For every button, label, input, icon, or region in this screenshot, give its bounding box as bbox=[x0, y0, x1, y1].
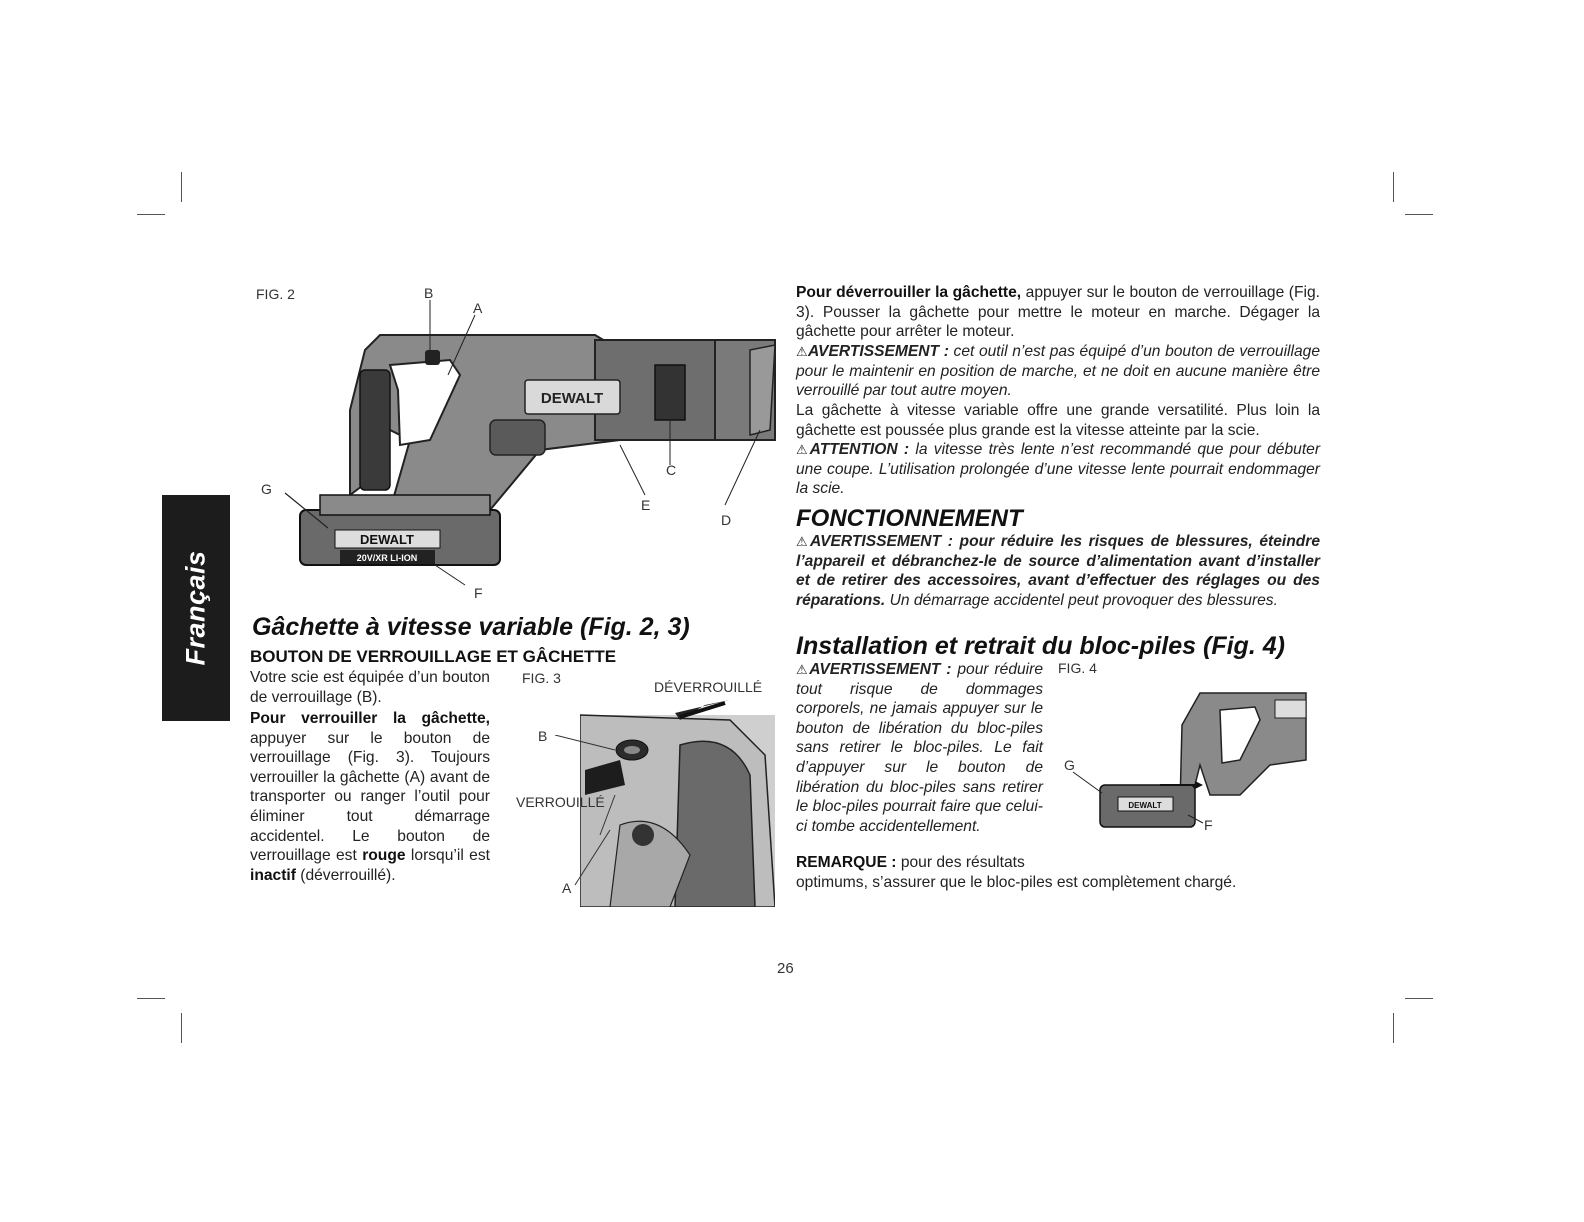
gachette-p2-b: lorsqu’il est bbox=[405, 847, 490, 865]
fig3-leader-lines bbox=[540, 735, 650, 895]
fonctionnement-warning bbox=[796, 532, 1320, 610]
language-tab-label: Français bbox=[180, 550, 211, 666]
fig4-callout-g: G bbox=[1064, 757, 1075, 773]
gachette-p2-c: (déverrouillé). bbox=[295, 866, 396, 884]
gachette-p2-rouge: rouge bbox=[362, 847, 406, 865]
fig2-callout-f: F bbox=[474, 585, 483, 601]
remarque-line-1 bbox=[796, 853, 1056, 873]
installation-warning bbox=[796, 660, 1043, 836]
gachette-p2-inactif: inactif bbox=[250, 866, 296, 884]
attention-note bbox=[796, 440, 1320, 499]
installation-warning-text: pour réduire tout risque de dommages corporels, ne jamais appuyer sur le bouton de libération du bloc-piles sans retirer le bloc-piles. Le fait d’appuyer sur le bouton de libération du bloc-piles sans retirer le bloc-piles pourrait faire que celui-ci tombe accidentellement. bbox=[796, 661, 1044, 835]
fig2-brand: DEWALT bbox=[540, 390, 604, 407]
fig2-callout-e: E bbox=[641, 497, 651, 513]
deverrouiller-paragraph bbox=[796, 283, 1320, 342]
crop-mark bbox=[1405, 998, 1433, 999]
fig3-label: FIG. 3 bbox=[522, 670, 561, 686]
warning-1-label: AVERTISSEMENT : bbox=[807, 343, 949, 360]
warning-1 bbox=[796, 342, 1320, 401]
fig3-verrouille: VERROUILLÉ bbox=[516, 794, 605, 810]
fig2-callout-g: G bbox=[261, 481, 272, 497]
fig4-battery-brand: DEWALT bbox=[1128, 801, 1162, 810]
fig2-battery-brand: DEWALT bbox=[360, 532, 414, 547]
warning-icon: ⚠ bbox=[796, 442, 810, 457]
remarque-text-a: pour des résultats bbox=[896, 854, 1025, 871]
gachette-p2-bold: Pour verrouiller la gâchette, bbox=[250, 710, 490, 727]
section-title-gachette: Gâchette à vitesse variable (Fig. 2, 3) bbox=[252, 613, 690, 641]
section-title-fonctionnement: FONCTIONNEMENT bbox=[796, 505, 1023, 532]
remarque-label: REMARQUE : bbox=[796, 854, 897, 871]
fig2-battery-text: 20V/XR LI-ION bbox=[356, 553, 418, 563]
attention-label: ATTENTION : bbox=[809, 441, 910, 458]
fig2-illustration bbox=[250, 280, 790, 610]
gachette-paragraph-1 bbox=[250, 668, 490, 707]
language-tab bbox=[162, 495, 230, 721]
fig2-label: FIG. 2 bbox=[256, 286, 295, 302]
crop-mark bbox=[181, 172, 182, 202]
fig3-deverrouille: DÉVERROUILLÉ bbox=[654, 679, 763, 695]
section-title-installation: Installation et retrait du bloc-piles (Fig. 4) bbox=[796, 632, 1285, 660]
fig2-callout-a: A bbox=[473, 300, 483, 316]
remarque-line-2 bbox=[796, 873, 1320, 893]
fig2-callout-b: B bbox=[424, 285, 434, 301]
crop-mark bbox=[137, 998, 165, 999]
vitesse-text: La gâchette à vitesse variable offre une grande versatilité. Plus loin la gâchette est poussée plus grande est la vitesse atteinte par la scie. bbox=[796, 402, 1320, 439]
crop-mark bbox=[137, 214, 165, 215]
fig2-callout-d: D bbox=[721, 512, 732, 528]
warning-1-text: cet outil n’est pas équipé d’un bouton de verrouillage pour le maintenir en position de marche, et ne doit en aucune manière être verrouillé par tout autre moyen. bbox=[796, 343, 1320, 400]
page-number: 26 bbox=[777, 960, 794, 977]
fig4-label: FIG. 4 bbox=[1058, 660, 1097, 676]
attention-text: la vitesse très lente n’est recommandé que pour débuter une coupe. L’utilisation prolongée d’une vitesse lente pourrait endommager la scie. bbox=[796, 441, 1321, 498]
fonctionnement-warning-text: Un démarrage accidentel peut provoquer des blessures. bbox=[885, 591, 1278, 609]
gachette-p1-text: Votre scie est équipée d’un bouton de verrouillage (B). bbox=[250, 669, 490, 706]
installation-warning-label: AVERTISSEMENT : bbox=[809, 661, 952, 678]
section-subtitle-bouton: BOUTON DE VERROUILLAGE ET GÂCHETTE bbox=[250, 647, 617, 666]
gachette-p2-a: appuyer sur le bouton de verrouillage (Fig. 3). Toujours verrouiller la gâchette (A) avant de transporter ou ranger l’outil pour éliminer tout démarrage accidentel. Le bouton de verrouillage est bbox=[250, 729, 490, 865]
fig2-callout-c: C bbox=[666, 462, 677, 478]
vitesse-paragraph bbox=[796, 401, 1320, 440]
crop-mark bbox=[1405, 214, 1433, 215]
crop-mark bbox=[181, 1013, 182, 1043]
warning-icon: ⚠ bbox=[796, 344, 808, 359]
crop-mark bbox=[1393, 172, 1394, 202]
warning-icon: ⚠ bbox=[796, 534, 810, 549]
crop-mark bbox=[1393, 1013, 1394, 1043]
fonctionnement-warning-bold: AVERTISSEMENT : pour réduire les risques de blessures, éteindre l’appareil et débranchez-le de source d’alimentation avant d’installer et de retirer des accessoires, avant d’effectuer des réglages ou des réparations. bbox=[796, 533, 1321, 609]
fig3-callout-a: A bbox=[562, 880, 572, 896]
warning-icon: ⚠ bbox=[796, 662, 810, 677]
deverrouiller-text: appuyer sur le bouton de verrouillage (Fig. 3). Pousser la gâchette pour mettre le moteur en marche. Dégager la gâchette pour arrêter le moteur. bbox=[796, 284, 1320, 341]
gachette-paragraph-2 bbox=[250, 709, 490, 885]
fig3-callout-b: B bbox=[538, 728, 548, 744]
remarque-text-b: optimums, s’assurer que le bloc-piles est complètement chargé. bbox=[796, 874, 1237, 891]
deverrouiller-bold: Pour déverrouiller la gâchette, bbox=[796, 284, 1022, 301]
fig4-illustration bbox=[1070, 685, 1310, 835]
fig4-callout-f: F bbox=[1204, 817, 1213, 833]
